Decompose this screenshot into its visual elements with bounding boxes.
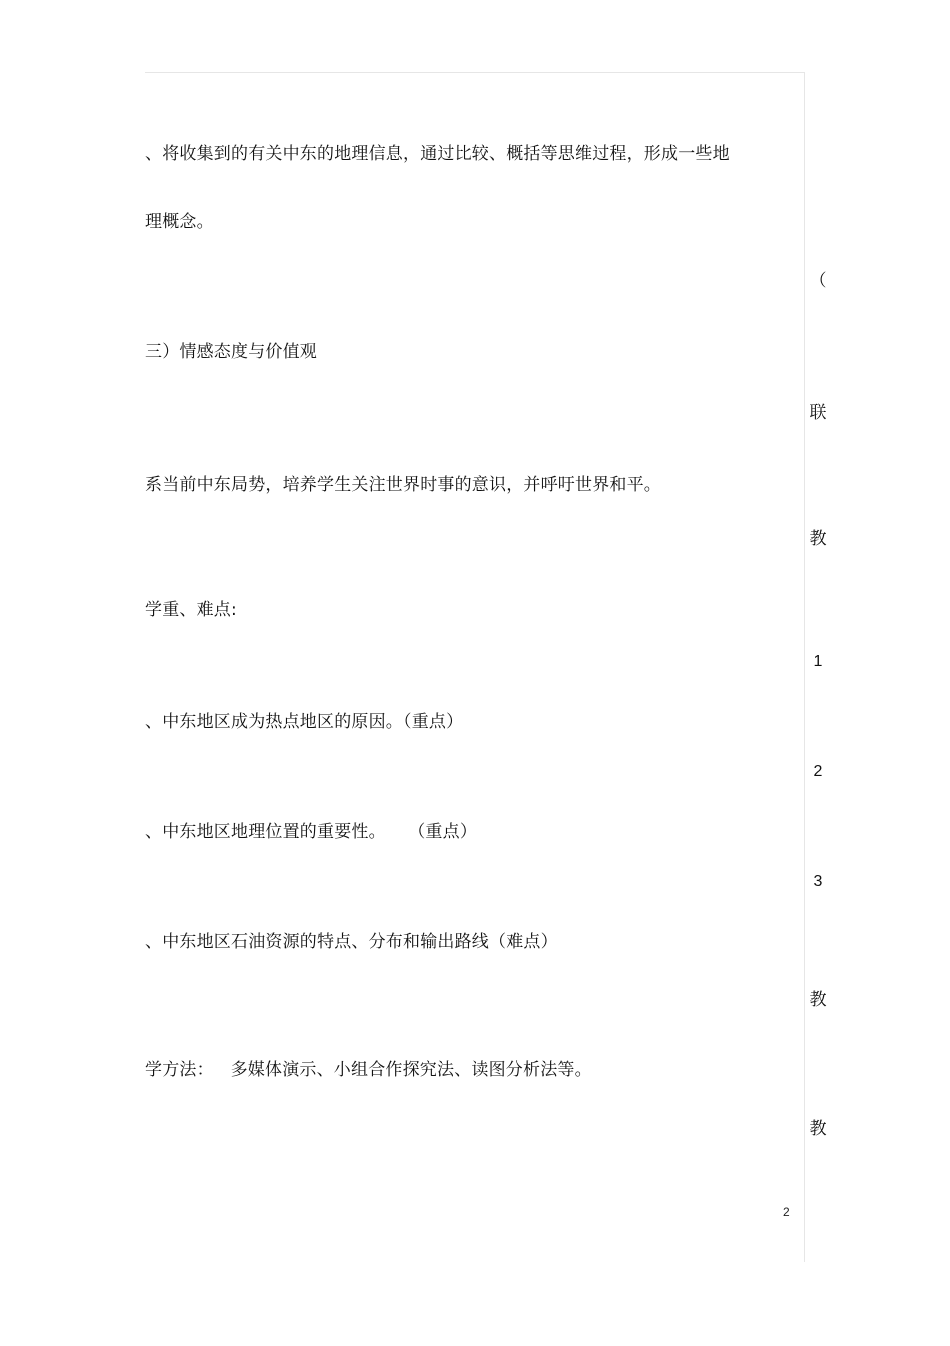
key-point-2: 、中东地区地理位置的重要性。 （重点） (145, 822, 478, 842)
key-point-3: 、中东地区石油资源的特点、分布和输出路线（难点） (145, 932, 558, 952)
body-line-2: 理概念。 (145, 212, 214, 232)
teaching-methods-line: 学方法： 多媒体演示、小组合作探究法、读图分析法等。 (145, 1060, 592, 1080)
margin-char-3: 教 (809, 529, 827, 549)
section-heading-attitude: 三）情感态度与价值观 (145, 342, 317, 362)
margin-char-4: 1 (813, 653, 823, 670)
body-line-1: 、将收集到的有关中东的地理信息，通过比较、概括等思维过程，形成一些地 (145, 144, 730, 164)
margin-char-1: （ (809, 271, 827, 291)
key-point-1: 、中东地区成为热点地区的原因。（重点） (145, 712, 464, 732)
margin-char-6: 3 (813, 873, 823, 890)
top-divider (145, 72, 805, 73)
margin-char-5: 2 (813, 763, 823, 780)
body-line-3: 系当前中东局势，培养学生关注世界时事的意识，并呼吁世界和平。 (145, 475, 661, 495)
right-margin-divider (804, 72, 805, 1262)
margin-char-7: 教 (809, 990, 827, 1010)
margin-char-2: 联 (809, 403, 827, 423)
section-heading-key-points: 学重、难点: (145, 600, 237, 620)
margin-char-8: 教 (809, 1119, 827, 1139)
page-number: 2 (783, 1205, 790, 1219)
